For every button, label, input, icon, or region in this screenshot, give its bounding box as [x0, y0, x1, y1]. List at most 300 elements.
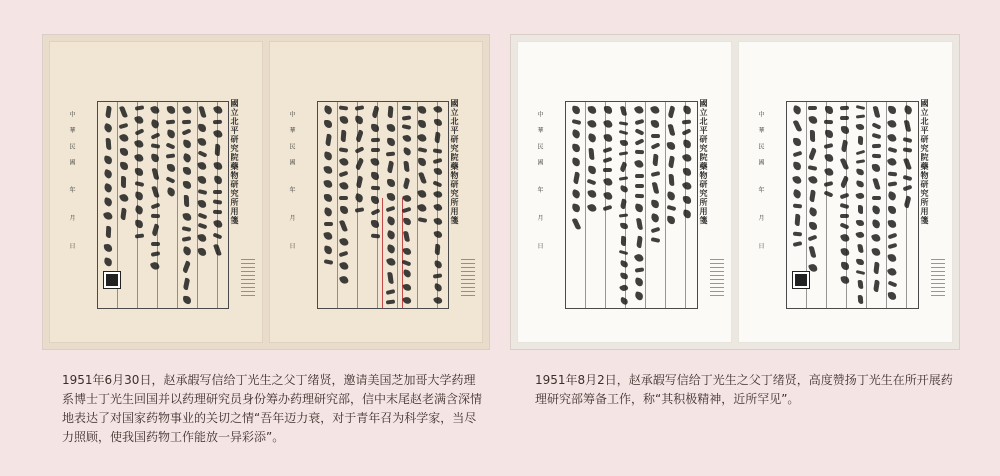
ink-stroke — [323, 165, 332, 174]
ink-stroke — [903, 105, 914, 116]
ink-stroke — [324, 120, 332, 128]
ink-stroke — [388, 106, 394, 118]
ink-stroke — [371, 172, 379, 180]
ink-stroke — [603, 191, 613, 201]
ink-stroke — [403, 178, 411, 190]
handwriting-column — [886, 106, 898, 304]
handwriting-column — [570, 106, 582, 304]
ink-stroke — [134, 139, 144, 149]
ink-stroke — [824, 181, 834, 187]
handwriting-column — [149, 106, 161, 304]
ink-stroke — [166, 120, 175, 125]
ink-stroke — [682, 181, 693, 192]
handwriting-column — [165, 106, 177, 304]
ink-stroke — [824, 143, 834, 149]
ink-stroke — [620, 106, 627, 116]
ink-stroke — [150, 105, 160, 115]
ink-stroke — [166, 187, 176, 197]
date-line: 中華民國 年 月 日 — [757, 111, 764, 259]
ink-stroke — [417, 189, 427, 199]
ink-stroke — [402, 106, 411, 110]
handwriting-column — [902, 106, 914, 304]
ink-stroke — [213, 120, 222, 124]
ink-stroke — [323, 105, 333, 115]
ink-stroke — [856, 105, 865, 110]
ink-stroke — [433, 217, 442, 226]
ink-stroke — [402, 124, 412, 129]
ink-stroke — [104, 244, 113, 253]
ink-stroke — [371, 220, 379, 228]
ink-stroke — [792, 151, 802, 158]
ink-stroke — [571, 157, 581, 167]
ink-stroke — [339, 251, 349, 258]
ink-stroke — [339, 171, 349, 178]
ink-stroke — [839, 233, 849, 243]
ink-stroke — [856, 231, 865, 239]
ink-stroke — [339, 196, 348, 200]
ink-stroke — [634, 253, 645, 264]
ink-stroke — [119, 123, 129, 129]
ink-stroke — [197, 233, 207, 243]
ink-stroke — [856, 159, 865, 164]
ink-stroke — [634, 159, 644, 169]
ink-stroke — [135, 105, 145, 111]
ink-stroke — [840, 193, 850, 200]
ink-stroke — [386, 123, 395, 132]
date-line: 中華民國 年 月 日 — [288, 111, 295, 259]
ink-stroke — [339, 115, 348, 124]
ink-stroke — [668, 174, 674, 186]
ink-stroke — [635, 174, 644, 178]
ink-stroke — [198, 200, 207, 209]
ink-stroke — [323, 151, 332, 160]
ink-stroke — [619, 296, 629, 305]
ink-stroke — [650, 142, 660, 149]
handwriting-column — [586, 106, 598, 304]
ink-stroke — [808, 175, 818, 185]
ink-stroke — [636, 218, 643, 231]
ink-stroke — [435, 132, 441, 143]
ink-stroke — [371, 196, 379, 204]
ink-stroke — [603, 119, 613, 129]
ink-stroke — [182, 181, 190, 189]
ink-stroke — [808, 106, 817, 110]
ink-stroke — [603, 205, 613, 211]
ink-stroke — [587, 189, 597, 199]
ink-stroke — [371, 106, 379, 119]
ink-stroke — [167, 164, 175, 172]
ink-stroke — [323, 259, 333, 265]
ink-stroke — [620, 198, 627, 208]
ink-stroke — [871, 205, 881, 215]
ink-stroke — [119, 148, 127, 156]
ink-stroke — [182, 139, 191, 148]
ink-stroke — [887, 243, 897, 249]
ink-stroke — [433, 149, 442, 154]
ink-stroke — [151, 242, 160, 246]
handwriting-column — [353, 106, 365, 304]
ink-stroke — [809, 246, 817, 259]
ink-stroke — [887, 172, 896, 177]
ink-stroke — [166, 106, 175, 115]
ink-stroke — [858, 205, 863, 214]
ink-stroke — [325, 134, 332, 147]
ink-stroke — [824, 153, 833, 162]
ink-stroke — [856, 180, 865, 188]
ink-stroke — [824, 120, 833, 124]
handwriting-column — [681, 106, 693, 304]
ink-stroke — [888, 292, 897, 301]
ink-stroke — [103, 197, 113, 207]
ink-stroke — [792, 161, 801, 170]
ink-stroke — [871, 219, 881, 229]
ink-stroke — [418, 172, 427, 185]
ink-stroke — [150, 203, 160, 210]
ink-stroke — [887, 119, 897, 129]
ink-stroke — [634, 138, 644, 145]
ink-stroke — [667, 124, 675, 137]
ink-stroke — [402, 115, 411, 120]
ink-stroke — [119, 106, 128, 119]
ink-stroke — [198, 248, 207, 257]
ink-stroke — [151, 168, 159, 181]
ink-stroke — [184, 195, 189, 207]
ink-stroke — [387, 179, 395, 187]
handwriting-column — [665, 106, 677, 304]
ink-stroke — [840, 126, 848, 134]
ink-stroke — [872, 164, 881, 173]
ink-stroke — [386, 257, 396, 267]
ink-stroke — [667, 216, 676, 225]
ink-stroke — [887, 157, 898, 168]
ink-stroke — [603, 133, 612, 142]
ink-stroke — [571, 143, 580, 152]
ink-stroke — [198, 124, 206, 132]
ink-stroke — [871, 133, 881, 139]
ink-stroke — [134, 153, 144, 163]
ink-stroke — [434, 119, 442, 126]
ink-stroke — [386, 193, 395, 202]
printer-mark — [710, 259, 724, 299]
ink-stroke — [324, 222, 333, 226]
ink-stroke — [197, 213, 207, 220]
ink-stroke — [603, 168, 612, 172]
ink-stroke — [213, 190, 222, 194]
ink-stroke — [433, 203, 443, 212]
handwriting — [570, 106, 693, 304]
ink-stroke — [619, 140, 628, 147]
ink-stroke — [668, 156, 675, 169]
ink-stroke — [903, 147, 912, 152]
ink-stroke — [370, 208, 380, 215]
handwriting-column — [212, 106, 224, 304]
ink-stroke — [571, 105, 580, 114]
ink-stroke — [386, 230, 396, 240]
ink-stroke — [135, 220, 144, 229]
ink-stroke — [433, 230, 442, 238]
ink-stroke — [571, 218, 581, 231]
ink-stroke — [197, 161, 207, 171]
ink-stroke — [635, 291, 645, 301]
ink-stroke — [417, 133, 428, 144]
ink-stroke — [417, 217, 427, 223]
ink-stroke — [651, 120, 660, 129]
ink-stroke — [386, 206, 396, 213]
ink-stroke — [213, 232, 223, 239]
ink-stroke — [370, 234, 379, 239]
ink-stroke — [571, 129, 581, 139]
ink-stroke — [587, 119, 597, 129]
ink-stroke — [387, 161, 394, 174]
ink-stroke — [840, 247, 849, 256]
ink-stroke — [182, 128, 192, 135]
ink-stroke — [682, 120, 691, 125]
ink-stroke — [650, 237, 660, 243]
ink-stroke — [619, 130, 629, 135]
ink-stroke — [683, 196, 692, 205]
handwriting-column — [196, 106, 208, 304]
ink-stroke — [182, 120, 191, 124]
ink-stroke — [792, 120, 802, 133]
ink-stroke — [619, 250, 629, 255]
ink-stroke — [603, 106, 611, 114]
ink-stroke — [810, 130, 815, 142]
ink-stroke — [824, 167, 834, 177]
ink-stroke — [103, 257, 113, 267]
ink-stroke — [841, 140, 848, 153]
ink-stroke — [903, 185, 913, 192]
ink-stroke — [134, 205, 144, 215]
ink-stroke — [856, 259, 864, 265]
ink-stroke — [402, 247, 411, 255]
ink-stroke — [587, 105, 596, 114]
ink-stroke — [198, 175, 207, 184]
ink-stroke — [183, 278, 190, 291]
ink-stroke — [433, 260, 443, 269]
handwriting-column — [416, 106, 428, 304]
ink-stroke — [856, 270, 865, 275]
ink-stroke — [354, 146, 364, 153]
ink-stroke — [619, 185, 628, 193]
ink-stroke — [402, 259, 412, 266]
ink-stroke — [341, 130, 347, 142]
ink-stroke — [197, 223, 207, 230]
ink-stroke — [635, 194, 644, 198]
ink-stroke — [355, 115, 364, 124]
date-line: 中華民國 年 月 日 — [536, 111, 543, 259]
ink-stroke — [903, 137, 913, 143]
ink-stroke — [355, 130, 364, 143]
ink-stroke — [652, 154, 658, 166]
ink-stroke — [134, 115, 144, 125]
ink-stroke — [135, 168, 144, 177]
ink-stroke — [840, 158, 849, 171]
ink-stroke — [650, 171, 660, 177]
ink-stroke — [103, 123, 113, 133]
ink-stroke — [213, 175, 222, 184]
ink-stroke — [871, 122, 881, 129]
ink-stroke — [856, 192, 865, 200]
ink-stroke — [603, 177, 613, 187]
printer-mark — [461, 259, 475, 299]
ink-stroke — [401, 194, 411, 204]
ink-stroke — [794, 214, 800, 226]
ink-stroke — [386, 244, 396, 254]
ink-stroke — [887, 280, 897, 287]
ink-stroke — [181, 105, 191, 115]
ink-stroke — [418, 120, 426, 128]
ink-stroke — [166, 142, 176, 149]
ink-stroke — [402, 296, 412, 305]
ink-stroke — [650, 105, 660, 115]
ink-stroke — [856, 220, 864, 227]
ink-stroke — [340, 206, 348, 214]
ink-stroke — [636, 236, 643, 249]
ink-stroke — [215, 144, 221, 156]
ink-stroke — [872, 144, 881, 149]
ink-stroke — [682, 105, 692, 115]
ink-stroke — [402, 147, 412, 156]
ink-stroke — [619, 259, 629, 267]
ink-stroke — [103, 183, 114, 194]
ink-stroke — [198, 137, 207, 146]
ink-stroke — [354, 193, 364, 203]
handwriting-column — [839, 106, 851, 304]
ink-stroke — [873, 280, 880, 293]
ink-stroke — [856, 150, 865, 156]
signature-seal — [792, 271, 810, 289]
ink-stroke — [888, 220, 897, 229]
ink-stroke — [182, 212, 191, 221]
printer-mark — [241, 259, 255, 299]
ink-stroke — [635, 267, 645, 272]
letterhead-text: 國立北平研究院藥物研究所用箋 — [450, 99, 460, 225]
ink-stroke — [792, 105, 802, 115]
letter-page-1 — [49, 41, 263, 343]
ink-stroke — [650, 213, 660, 223]
ink-stroke — [433, 296, 443, 306]
handwriting-column — [602, 106, 614, 304]
ink-stroke — [840, 222, 850, 229]
ink-stroke — [808, 115, 817, 124]
ink-stroke — [182, 167, 190, 175]
ink-stroke — [371, 124, 379, 132]
handwriting-column — [181, 106, 193, 304]
handwriting-column — [823, 106, 835, 304]
ink-stroke — [387, 137, 395, 145]
ink-stroke — [150, 261, 160, 271]
ink-stroke — [792, 189, 802, 199]
ink-stroke — [634, 105, 645, 116]
ink-stroke — [134, 128, 144, 135]
handwriting-column — [133, 106, 145, 304]
photo-letter-june-1951 — [42, 34, 490, 350]
ink-stroke — [197, 189, 207, 195]
ink-stroke — [433, 180, 443, 187]
ink-stroke — [682, 209, 692, 219]
ink-stroke — [198, 106, 206, 119]
ink-stroke — [166, 153, 175, 158]
ink-stroke — [635, 184, 644, 188]
ink-stroke — [402, 283, 411, 292]
ink-stroke — [166, 129, 175, 138]
ink-stroke — [650, 227, 660, 234]
ink-stroke — [105, 226, 111, 238]
ink-stroke — [856, 114, 865, 118]
handwriting-column — [870, 106, 882, 304]
ink-stroke — [858, 295, 864, 304]
ink-stroke — [417, 147, 427, 153]
ink-stroke — [840, 116, 849, 120]
ink-stroke — [355, 105, 365, 111]
ink-stroke — [103, 211, 113, 221]
ink-stroke — [386, 300, 395, 305]
ink-stroke — [887, 191, 897, 201]
caption-right: 1951年8月2日，赵承嘏写信给丁光生之父丁绪贤，高度赞扬丁光生在所开展药理研究部筹备工作，称“其积极精神，近所罕见”。 — [535, 373, 953, 406]
ink-stroke — [356, 176, 364, 189]
ink-stroke — [339, 261, 349, 271]
ink-stroke — [856, 123, 865, 130]
ink-stroke — [339, 275, 349, 285]
ink-stroke — [103, 169, 113, 179]
ink-stroke — [603, 157, 613, 163]
ink-stroke — [435, 244, 441, 255]
handwriting — [322, 106, 444, 304]
handwriting-column — [369, 106, 381, 304]
letterhead-text: 國立北平研究院藥物研究所用箋 — [230, 99, 240, 225]
ink-stroke — [355, 158, 365, 171]
ink-stroke — [323, 231, 333, 241]
ink-stroke — [872, 154, 881, 159]
ink-stroke — [120, 162, 128, 170]
date-line: 中華民國 年 月 日 — [68, 111, 75, 259]
ink-stroke — [872, 178, 880, 191]
ink-stroke — [338, 181, 348, 191]
caption-left: 1951年6月30日，赵承嘏写信给丁光生之父丁绪贤，邀请美国芝加哥大学药理系博士丁光生回国并以药理研究员身份筹办药理研究部，信中末尾赵老满含深情地表达了对国家药物事业的关切之情“吾年迈力衰，对于青年召为科学家，当尽力照顾，使我国药物工作能放一异彩添”。 — [62, 373, 483, 444]
ink-stroke — [324, 194, 332, 202]
ink-stroke — [135, 233, 144, 238]
ink-stroke — [213, 161, 222, 170]
letter-page-2 — [738, 41, 953, 343]
ink-stroke — [808, 207, 818, 217]
ink-stroke — [213, 105, 223, 115]
ink-stroke — [666, 205, 676, 211]
ink-stroke — [619, 272, 628, 280]
ink-stroke — [417, 105, 426, 114]
ink-stroke — [151, 214, 160, 218]
ink-stroke — [904, 120, 911, 133]
ink-stroke — [872, 106, 880, 119]
ink-stroke — [887, 233, 897, 240]
ink-stroke — [121, 176, 126, 188]
ink-stroke — [904, 158, 913, 171]
ink-stroke — [386, 216, 396, 226]
ink-stroke — [840, 176, 849, 189]
ink-stroke — [402, 207, 412, 213]
ink-stroke — [792, 175, 802, 185]
ink-stroke — [370, 186, 379, 191]
ink-stroke — [433, 158, 443, 164]
ink-stroke — [418, 158, 426, 166]
ink-stroke — [872, 196, 881, 200]
ink-stroke — [182, 260, 191, 273]
ink-stroke — [887, 253, 896, 262]
ink-stroke — [840, 275, 849, 284]
ink-stroke — [619, 176, 628, 181]
ink-stroke — [619, 214, 628, 218]
ink-stroke — [323, 179, 332, 188]
ink-stroke — [150, 132, 160, 139]
